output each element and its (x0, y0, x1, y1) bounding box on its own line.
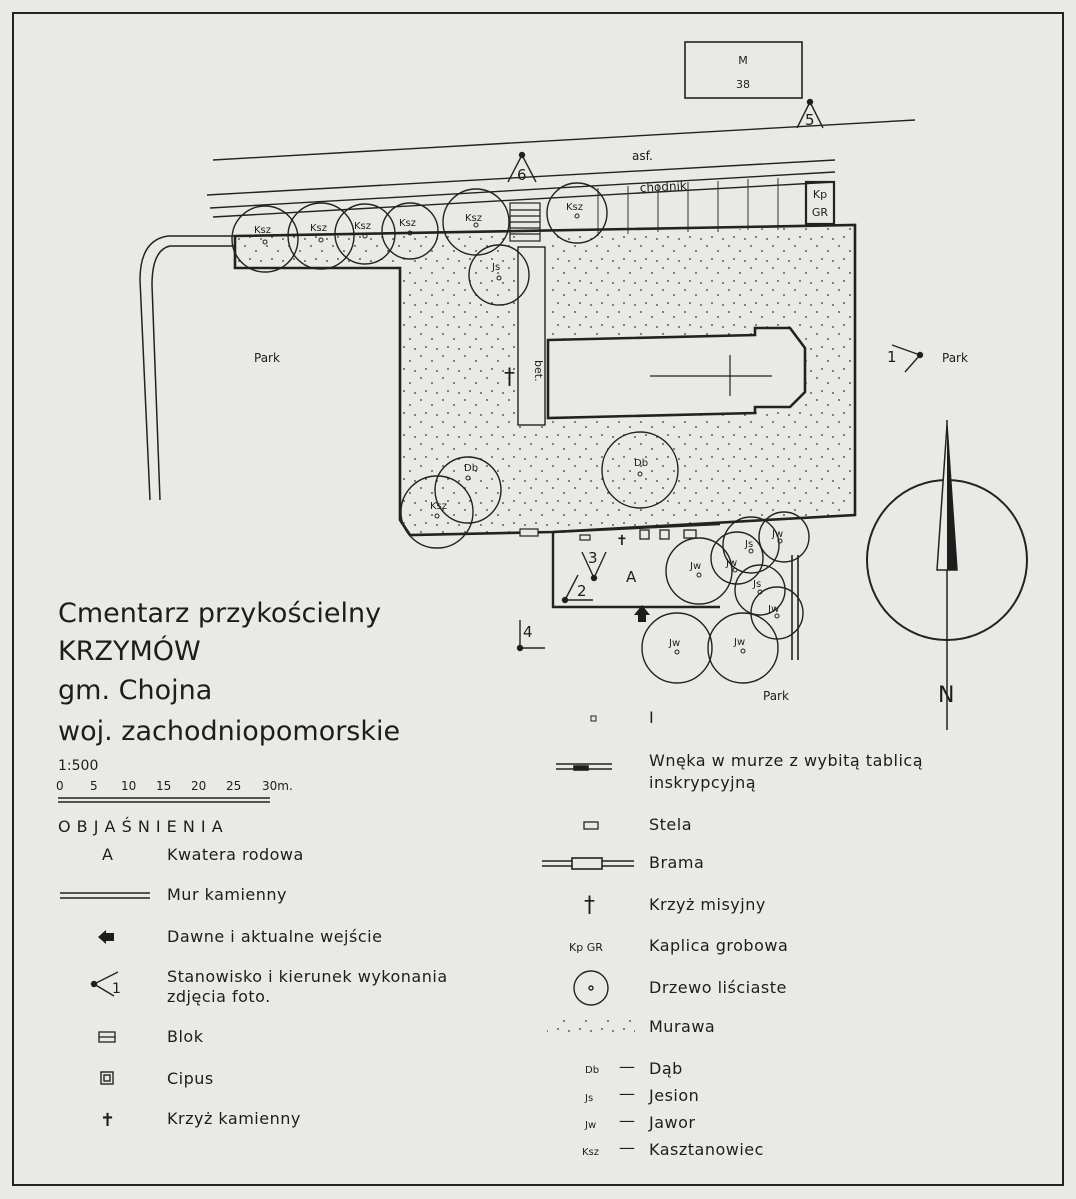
scale-tick-0: 0 (56, 779, 64, 793)
legend-dash-4: — (619, 1138, 636, 1157)
legend (58, 708, 923, 1159)
legend-text-ash: Jesion (649, 1086, 700, 1105)
legend-text-i: I (649, 708, 655, 727)
legend-text-entrance: Dawne i aktualne wejście (167, 927, 383, 946)
photo-station-1-label: 1 (887, 348, 897, 366)
legend-symbol-a: A (102, 845, 114, 864)
legend-text-chestnut: Kasztanowiec (649, 1140, 764, 1159)
legend-lawn-icon (547, 1018, 635, 1036)
legend-text-wall-niche: Wnęka w murze z wybitą tablicą (649, 751, 924, 770)
photo-station-4-label: 4 (523, 623, 533, 641)
photo-station-2 (563, 575, 594, 603)
photo-station-3 (582, 549, 606, 581)
legend-text-cippus: Cipus (167, 1069, 214, 1088)
tree-label-js-2: Js (745, 539, 754, 550)
church-building (548, 328, 805, 418)
photo-station-5-label: 5 (805, 111, 815, 129)
scale-tick-15: 15 (156, 779, 172, 793)
legend-stele-icon (584, 822, 598, 829)
park-fence (792, 555, 798, 660)
tree-label-jw-5: Jw (669, 638, 681, 649)
tree-label-jw-2: Jw (726, 558, 738, 569)
photo-station-1 (887, 345, 923, 372)
entrance-steps (510, 203, 540, 241)
photo-station-4 (518, 620, 546, 651)
scale-tick-20: 20 (191, 779, 207, 793)
legend-deciduous-tree-icon (574, 971, 608, 1005)
concrete-label: bet. (532, 360, 545, 382)
tree-label-jw-1: Jw (690, 561, 702, 572)
tree-label-ksz-6: Ksz (566, 202, 584, 213)
tree-label-ksz-4: Ksz (399, 218, 417, 229)
building-number-label: 38 (736, 78, 750, 91)
photo-station-6 (508, 153, 536, 185)
building-m-label: M (738, 54, 748, 67)
title-block (58, 598, 400, 774)
sidewalk-label: chodnik (639, 178, 688, 195)
legend-text-chapel: Kaplica grobowa (649, 936, 789, 955)
legend-dash-2: — (619, 1084, 636, 1103)
legend-heading: O B J A Ś N I E N I A (58, 817, 224, 836)
tree-label-js-1: Js (492, 262, 501, 273)
park-east-label: Park (942, 351, 968, 365)
title-line-3: gm. Chojna (58, 675, 213, 706)
legend-abbr-jw: Jw (585, 1120, 597, 1131)
concrete-path (518, 247, 545, 425)
legend-text-lawn: Murawa (649, 1017, 716, 1036)
legend-text-photo-station-2: zdjęcia foto. (167, 987, 271, 1006)
road (207, 120, 915, 217)
tree-label-ksz-3: Ksz (354, 221, 372, 232)
tree-label-db-2: Db (634, 458, 649, 469)
stone-cross: ✝ (616, 533, 628, 549)
tree-label-ksz-7: Ksz (430, 501, 448, 512)
title-line-1: Cmentarz przykościelny (58, 598, 382, 629)
legend-text-block: Blok (167, 1027, 204, 1046)
title-line-4: woj. zachodniopomorskie (58, 716, 401, 747)
legend-mission-cross-icon: † (584, 893, 595, 918)
legend-text-oak: Dąb (649, 1059, 683, 1078)
legend-block-icon (99, 1032, 115, 1042)
scale-tick-10: 10 (121, 779, 137, 793)
park-west-label: Park (254, 351, 280, 365)
legend-small-square-icon (591, 716, 596, 721)
chapel-label-1: Kp (812, 188, 828, 201)
legend-gate-icon (542, 858, 634, 869)
park-path (140, 236, 235, 500)
legend-abbr-js: Js (585, 1093, 594, 1104)
tree-label-ksz-1: Ksz (254, 225, 272, 236)
tree-label-jw-3: Jw (772, 529, 784, 540)
scale-tick-5: 5 (90, 779, 98, 793)
legend-dash-1: — (619, 1057, 636, 1076)
legend-abbr-db: Db (585, 1065, 600, 1076)
north-arrow (867, 420, 1027, 730)
legend-photo-station-icon (92, 972, 121, 997)
photo-station-3-label: 3 (588, 549, 598, 567)
legend-dash-3: — (619, 1111, 636, 1130)
tree-label-ksz-2: Ksz (310, 223, 328, 234)
park-south-label: Park (763, 689, 789, 703)
tree-label-db-1: Db (464, 463, 479, 474)
burial-chapel (806, 182, 834, 224)
legend-cippus-icon (101, 1072, 113, 1084)
legend-text-family-plot: Kwatera rodowa (167, 845, 304, 864)
scale-tick-25: 25 (226, 779, 242, 793)
legend-photo-symbol-text: 1 (112, 981, 121, 997)
asphalt-label: asf. (632, 149, 653, 163)
legend-text-gate: Brama (649, 853, 705, 872)
north-label: N (938, 683, 955, 708)
legend-text-mission-cross: Krzyż misyjny (649, 895, 766, 914)
photo-station-5 (797, 100, 823, 130)
legend-text-wall: Mur kamienny (167, 885, 288, 904)
chapel-label-2: GR (811, 206, 829, 219)
legend-wall-symbol (60, 893, 150, 898)
legend-wall-niche-icon (556, 764, 612, 770)
legend-text-sycamore: Jawor (649, 1113, 696, 1132)
map-scale: 1:500 (58, 758, 99, 774)
legend-text-stone-cross: Krzyż kamienny (167, 1109, 301, 1128)
mission-cross: † (504, 365, 515, 390)
tree-label-jw-6: Jw (734, 637, 746, 648)
title-line-2: KRZYMÓW (58, 636, 201, 667)
photo-station-6-label: 6 (517, 166, 527, 184)
legend-abbr-ksz: Ksz (582, 1147, 600, 1158)
tree-label-js-3: Js (753, 579, 762, 590)
building-m38 (685, 42, 802, 98)
photo-station-2-label: 2 (577, 582, 587, 600)
scale-bar (56, 779, 293, 802)
family-plot-label: A (626, 568, 637, 586)
legend-text-photo-station: Stanowisko i kierunek wykonania (167, 967, 448, 986)
legend-stone-cross-icon: ✝ (100, 1110, 116, 1131)
scale-tick-30: 30m. (262, 779, 293, 793)
legend-text-deciduous-tree: Drzewo liściaste (649, 978, 787, 997)
legend-chapel-abbr: Kp GR (569, 941, 603, 954)
legend-text-wall-niche-2: inskrypcyjną (649, 773, 757, 792)
legend-entrance-arrow-icon (98, 930, 114, 944)
tree-label-ksz-5: Ksz (465, 213, 483, 224)
tree-label-jw-4: Jw (768, 604, 780, 615)
tree-group-southeast (642, 512, 809, 683)
legend-text-stele: Stela (649, 815, 693, 834)
